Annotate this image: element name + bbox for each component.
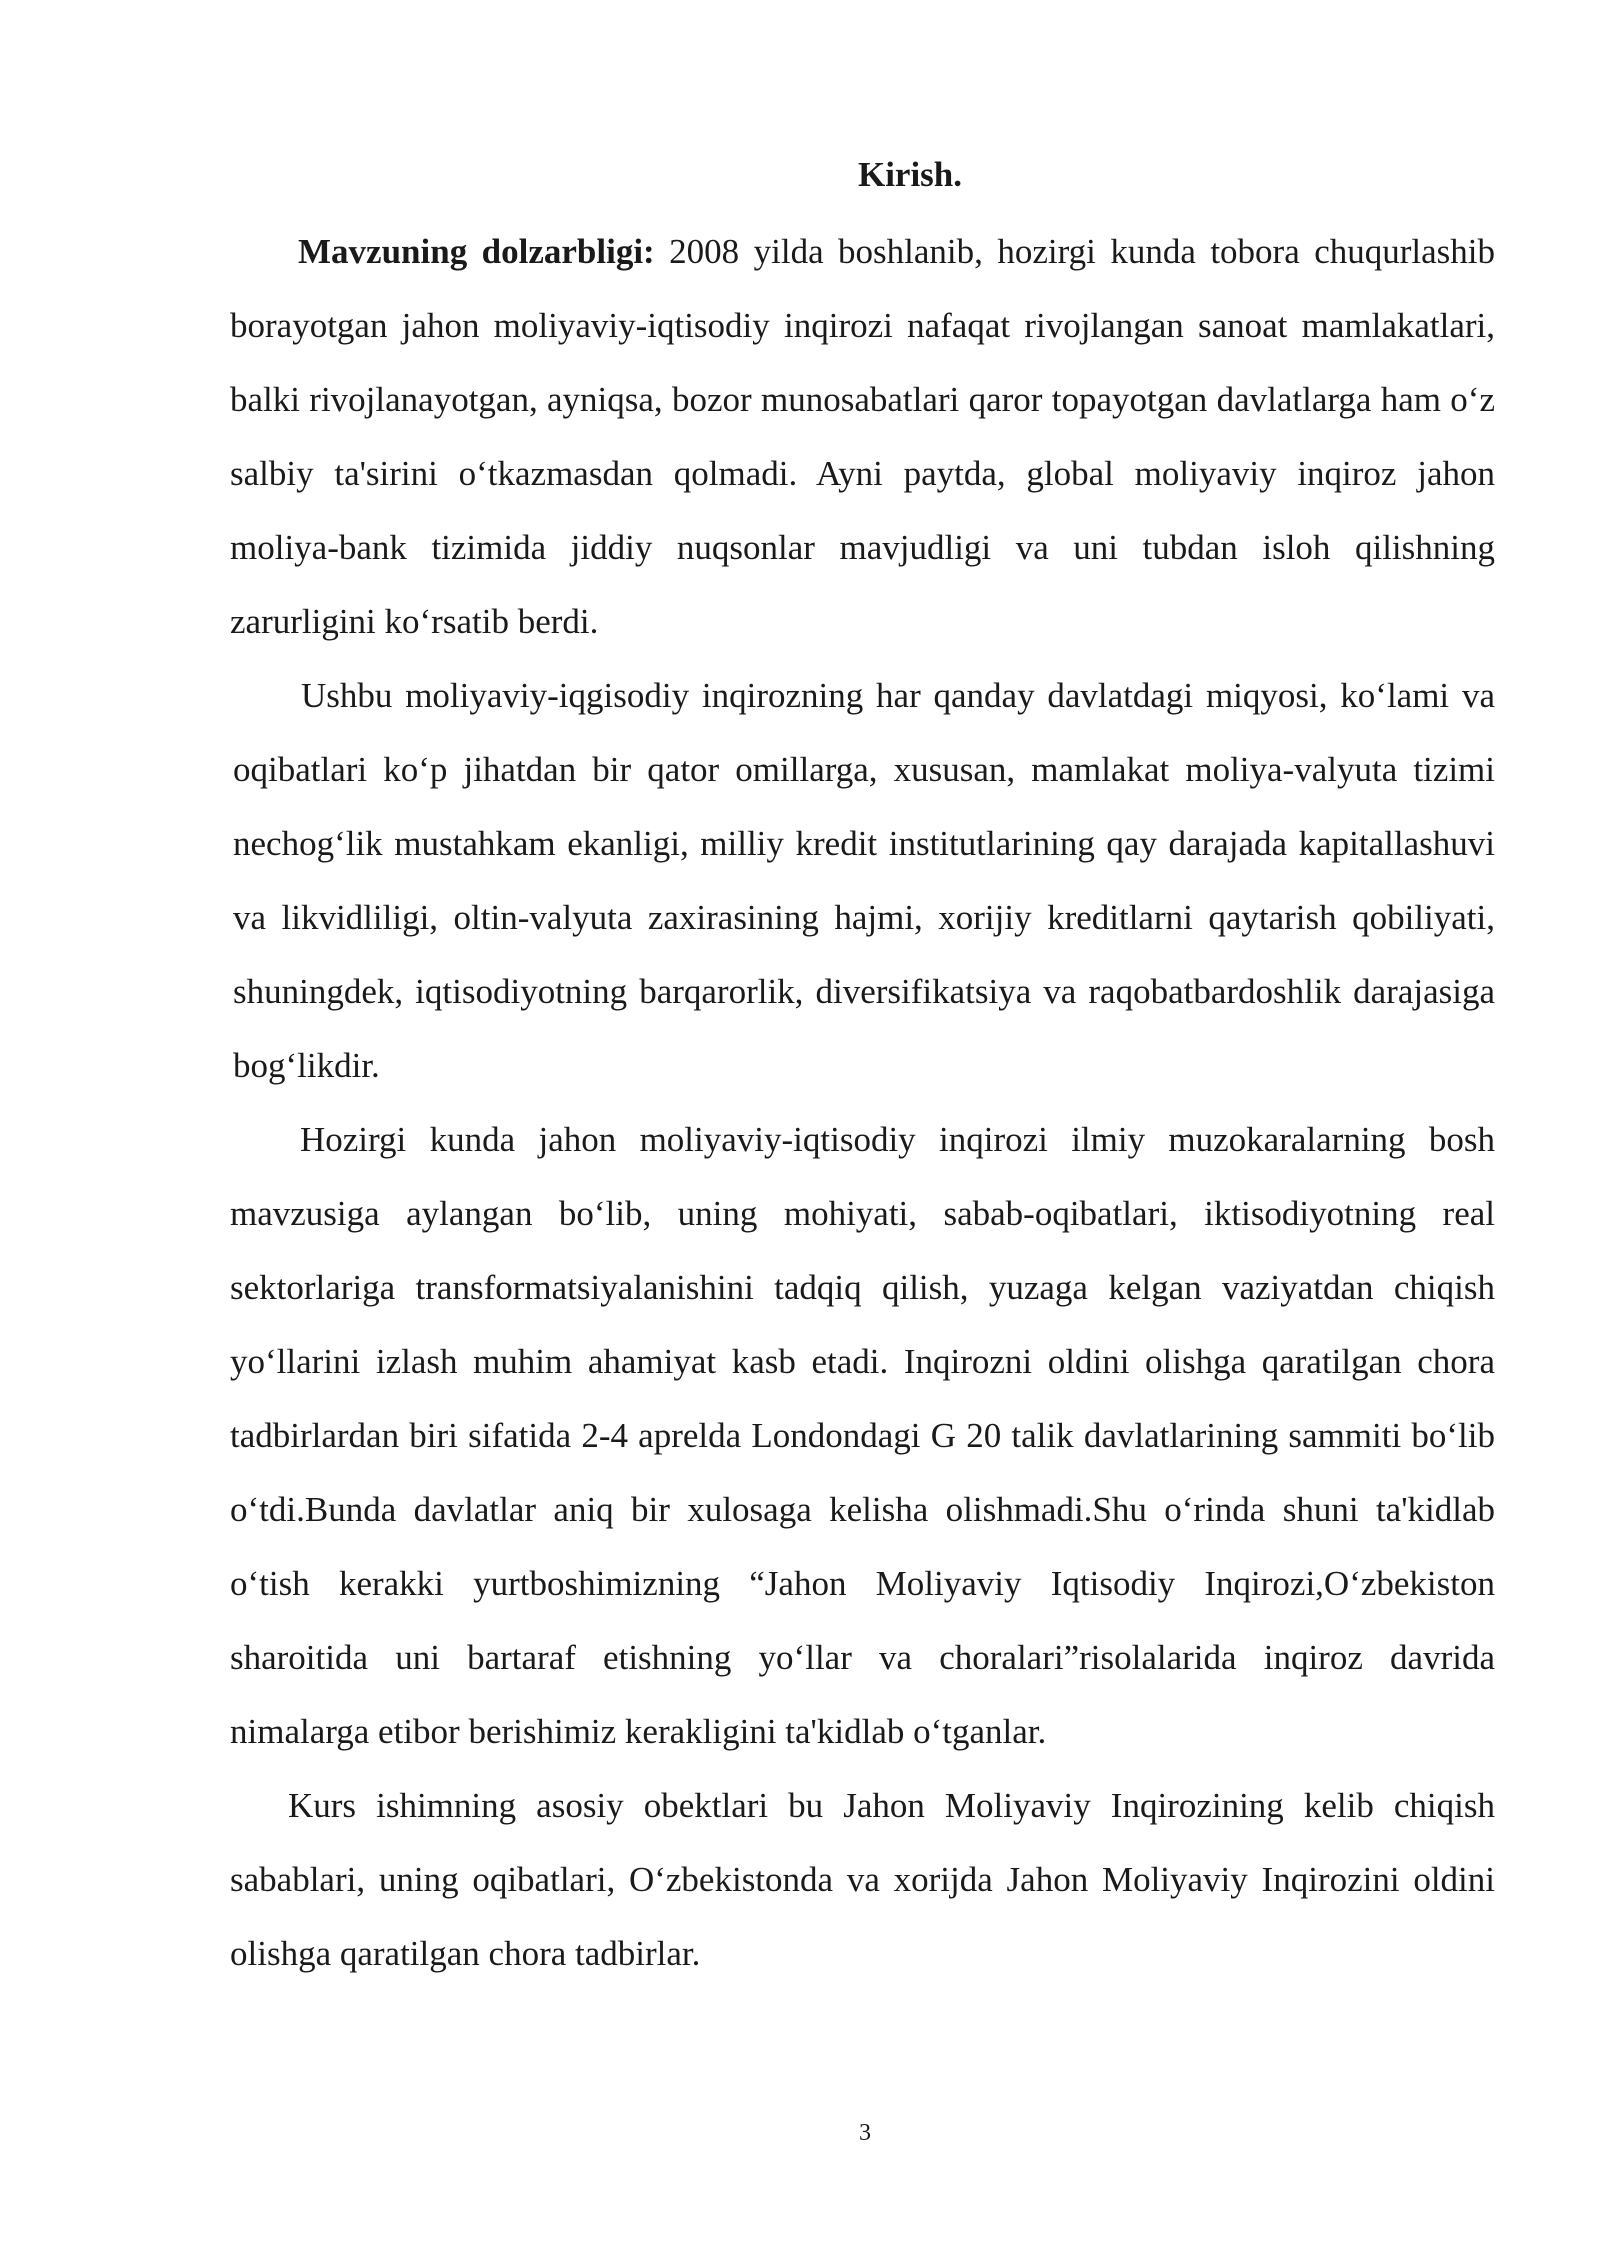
paragraph-relevance [230,215,1495,659]
paragraph-text: 2008 yilda boshlanib, hozirgi kunda tobora chuqurlashib borayotgan jahon moliyaviy-iqtisodiy inqirozi nafaqat rivojlangan sanoat mamlakatlari, balki rivojlanayotgan, ayniqsa, bozor munosabatlari qaror topayotgan davlatlarga ham o‘z salbiy ta'sirini o‘tkazmasdan qolmadi. Ayni paytda, global moliyaviy inqiroz jahon moliya-bank tizimida jiddiy nuqsonlar mavjudligi va uni tubdan isloh qilishning zarurligini ko‘rsatib berdi. [230,232,1495,641]
document-page [230,145,1495,1991]
paragraph-lead: Mavzuning dolzarbligi: [298,232,655,271]
paragraph-current-research: Hozirgi kunda jahon moliyaviy-iqtisodiy inqirozi ilmiy muzokaralarning bosh mavzusiga aylangan bo‘lib, uning mohiyati, sabab-oqibatlari, iktisodiyotning real sektorlariga transformatsiyalanishini tadqiq qilish, yuzaga kelgan vaziyatdan chiqish yo‘llarini izlash muhim ahamiyat kasb etadi. Inqirozni oldini olishga qaratilgan chora tadbirlardan biri sifatida 2-4 aprelda Londondagi G 20 talik davlatlarining sammiti bo‘lib o‘tdi.Bunda davlatlar aniq bir xulosaga kelisha olishmadi.Shu o‘rinda shuni ta'kidlab o‘tish kerakki yurtboshimizning “Jahon Moliyaviy Iqtisodiy Inqirozi,O‘zbekiston sharoitida uni bartaraf etishning yo‘llar va choralari”risolalarida inqiroz davrida nimalarga etibor berishimiz kerakligini ta'kidlab o‘tganlar. [230,1120,1495,1751]
paragraph-crisis-scale: Ushbu moliyaviy-iqgisodiy inqirozning har qanday davlatdagi miqyosi, ko‘lami va oqibatlari ko‘p jihatdan bir qator omillarga, xususan, mamlakat moliya-valyuta tizimi nechog‘lik mustahkam ekanligi, milliy kredit institutlarining qay darajada kapitallashuvi va likvidliligi, oltin-valyuta zaxirasining hajmi, xorijiy kreditlarni qaytarish qobiliyati, shuningdek, iqtisodiyotning barqarorlik, diversifikatsiya va raqobatbardoshlik darajasiga bog‘likdir. [233,676,1495,1085]
document-title: Kirish. [857,155,963,194]
page-number: 3 [859,2120,871,2146]
paragraph-course-objects: Kurs ishimning asosiy obektlari bu Jahon Moliyaviy Inqirozining kelib chiqish sabablari, uning oqibatlari, O‘zbekistonda va xorijda Jahon Moliyaviy Inqirozini oldini olishga qaratilgan chora tadbirlar. [230,1786,1495,1973]
